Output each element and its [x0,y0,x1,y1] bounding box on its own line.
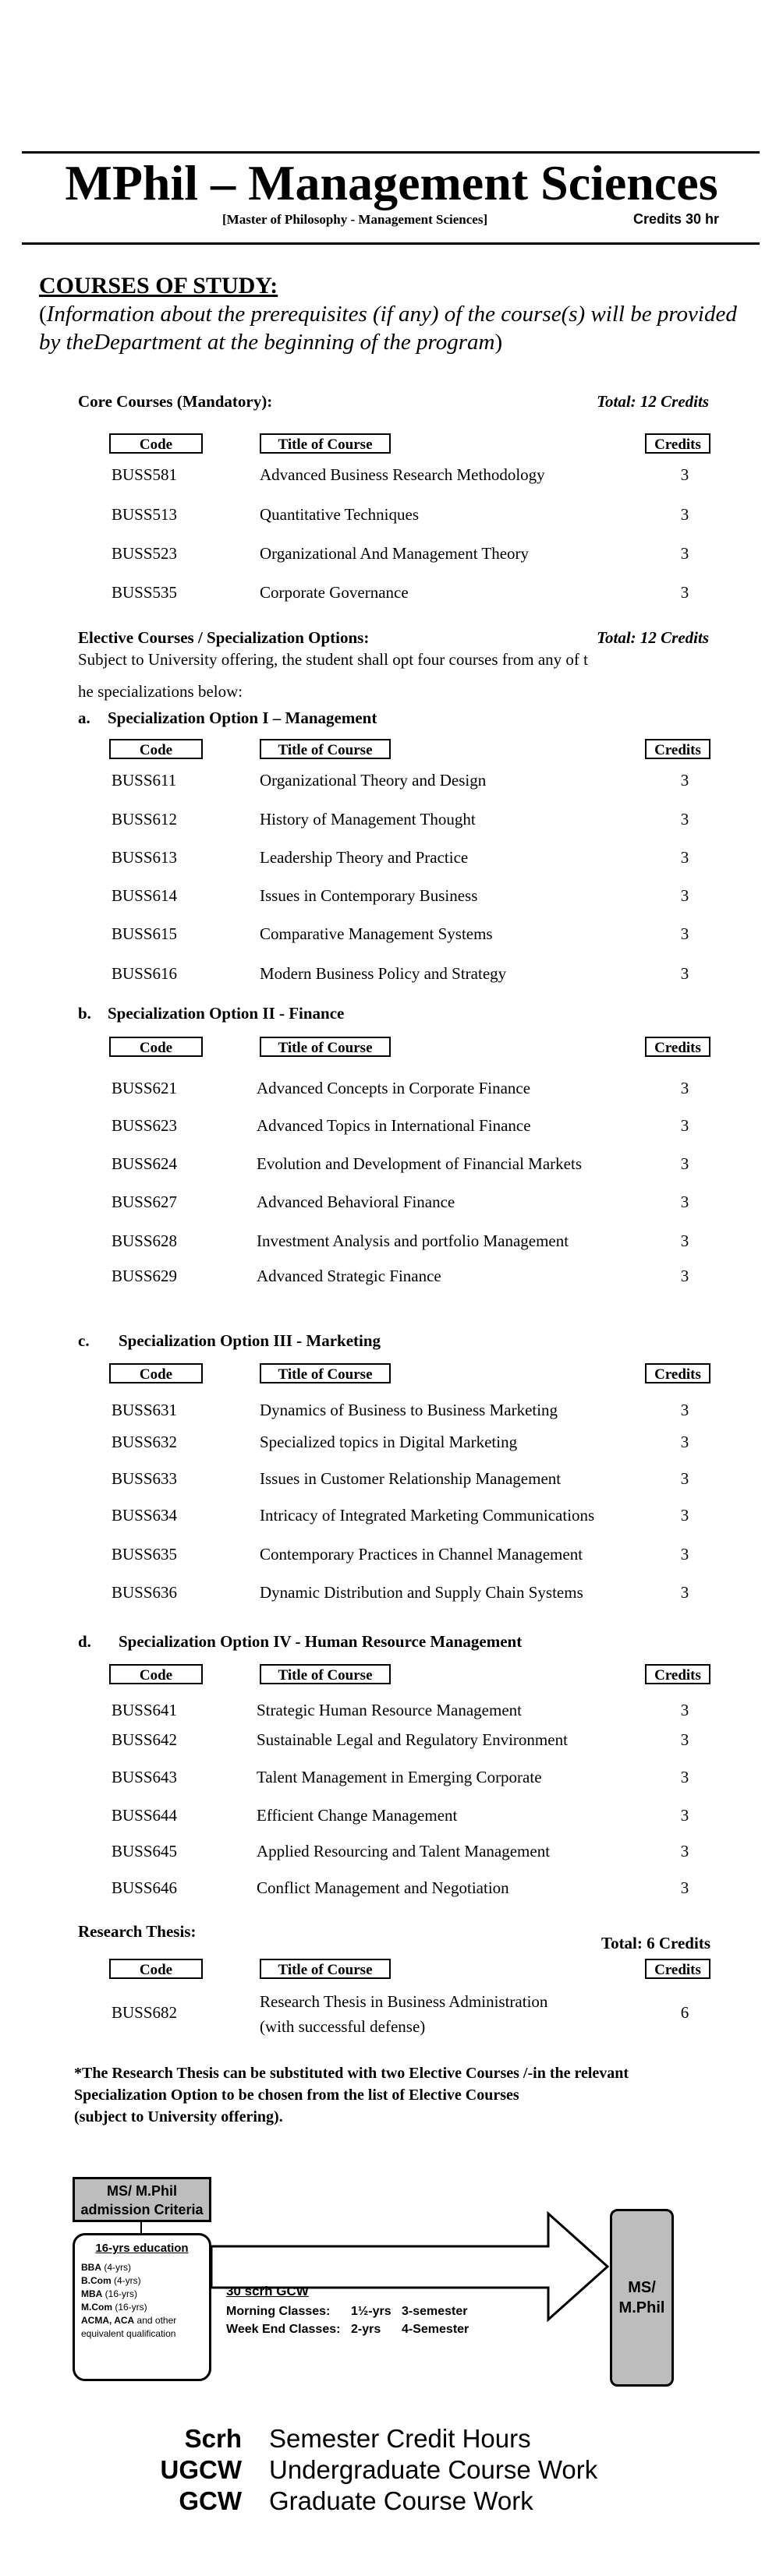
spec1-credits-header: Credits [645,739,710,759]
course-title: Dynamic Distribution and Supply Chain Systems [260,1583,583,1602]
spec1-letter: a. [78,708,90,727]
page-title: MPhil – Management Sciences [65,155,718,210]
prerequisites-info: (Information about the prerequisites (if any) of the course(s) will be provided by theDepartment at the beginning of the program) [39,302,737,355]
spec4-heading: Specialization Option IV - Human Resource Management [119,1632,523,1651]
core-code-header: Code [109,433,203,454]
legend-abbreviation: Scrh [184,2424,242,2453]
spec1-code-header: Code [109,739,203,759]
thesis-code: BUSS682 [112,2003,178,2022]
education-title: 16-yrs education [95,2242,189,2255]
course-code: BUSS523 [112,544,178,563]
course-title: Applied Resourcing and Talent Management [257,1842,551,1860]
thesis-credits: 6 [680,2003,689,2022]
course-title: Strategic Human Resource Management [257,1701,522,1719]
gcw-title: 30 scrh GCW [226,2284,309,2299]
education-item [81,2261,203,2274]
spec3-code-header: Code [109,1363,203,1383]
course-credits: 3 [680,886,689,905]
course-credits: 3 [680,1545,689,1564]
mphil-target-box: MS/ M.Phil [610,2209,674,2387]
education-item [81,2327,203,2341]
course-title: Intricacy of Integrated Marketing Communications [260,1506,595,1525]
course-code: BUSS636 [112,1583,178,1602]
course-credits: 3 [680,1231,689,1250]
weekend-classes-duration: 2-yrs [351,2323,381,2336]
education-item [81,2314,203,2327]
education-item [81,2301,203,2314]
spec3-title-header: Title of Course [260,1363,391,1383]
header-top-rule [22,151,760,154]
elective-courses-heading: Elective Courses / Specialization Options: [78,628,370,647]
legend-abbreviation: GCW [179,2486,242,2515]
spec1-title-header: Title of Course [260,739,391,759]
legend-definition: Graduate Course Work [269,2486,533,2515]
morning-classes-semesters: 3-semester [402,2305,468,2318]
course-title: Advanced Concepts in Corporate Finance [257,1079,531,1097]
education-item-detail: (4-yrs) [111,2275,141,2286]
education-item-detail: (16-yrs) [112,2302,147,2313]
courses-of-study-heading: COURSES OF STUDY: [39,273,278,299]
course-title: Organizational And Management Theory [260,544,530,563]
course-title: Sustainable Legal and Regulatory Environment [257,1730,568,1749]
course-code: BUSS581 [112,465,178,484]
criteria-connector [140,2222,142,2233]
spec4-title-header: Title of Course [260,1664,391,1684]
course-credits: 3 [680,1079,689,1097]
legend-abbreviation: UGCW [160,2455,242,2484]
course-title: Efficient Change Management [257,1806,458,1825]
thesis-substitution-note: *The Research Thesis can be substituted with two Elective Courses /-in the relevant Specialization Option to be chosen from the list of Elective Courses (subject to University offering). [74,2065,629,2125]
spec2-title-header: Title of Course [260,1037,391,1057]
core-title-header: Title of Course [260,433,391,454]
course-title: Quantitative Techniques [260,505,420,524]
education-item-degree: MBA [81,2288,103,2299]
education-list [81,2261,203,2341]
course-code: BUSS615 [112,924,178,943]
thesis-title-line1: Research Thesis in Business Administration [260,1992,548,2011]
spec4-code-header: Code [109,1664,203,1684]
course-code: BUSS641 [112,1701,178,1719]
course-code: BUSS629 [112,1267,178,1285]
education-item [81,2288,203,2301]
course-title: Comparative Management Systems [260,924,493,943]
course-title: Issues in Contemporary Business [260,886,478,905]
page-subtitle: [Master of Philosophy - Management Sciences] [222,212,488,227]
weekend-classes-label: Week End Classes: [226,2323,341,2336]
course-code: BUSS646 [112,1878,178,1897]
course-code: BUSS612 [112,810,178,829]
legend-definition: Undergraduate Course Work [269,2455,598,2484]
course-code: BUSS631 [112,1401,178,1419]
elective-total-credits: Total: 12 Credits [597,628,709,647]
course-title: Investment Analysis and portfolio Management [257,1231,569,1250]
course-credits: 3 [680,810,689,829]
course-credits: 3 [680,1701,689,1719]
legend-definition: Semester Credit Hours [269,2424,531,2453]
course-title: Leadership Theory and Practice [260,848,469,867]
spec4-credits-header: Credits [645,1664,710,1684]
education-item [81,2274,203,2288]
course-title: Organizational Theory and Design [260,771,487,790]
core-total-credits: Total: 12 Credits [597,392,709,411]
education-item-detail: (4-yrs) [101,2262,131,2273]
course-title: Advanced Strategic Finance [257,1267,441,1285]
course-credits: 3 [680,583,689,602]
course-title: Advanced Business Research Methodology [260,465,545,484]
course-credits: 3 [680,1878,689,1897]
course-code: BUSS513 [112,505,178,524]
course-code: BUSS645 [112,1842,178,1860]
course-credits: 3 [680,544,689,563]
course-title: History of Management Thought [260,810,476,829]
course-credits: 3 [680,1806,689,1825]
course-credits: 3 [680,505,689,524]
course-credits: 3 [680,1768,689,1786]
core-credits-header: Credits [645,433,710,454]
thesis-code-header: Code [109,1959,203,1979]
course-credits: 3 [680,1433,689,1451]
thesis-total-credits: Total: 6 Credits [601,1934,710,1952]
spec2-code-header: Code [109,1037,203,1057]
course-credits: 3 [680,1267,689,1285]
elective-instructions-line1: Subject to University offering, the student shall opt four courses from any of t [78,650,588,669]
course-title: Advanced Topics in International Finance [257,1116,531,1135]
course-credits: 3 [680,1730,689,1749]
thesis-credits-header: Credits [645,1959,710,1979]
education-item-detail: and other [134,2315,177,2326]
course-credits: 3 [680,1116,689,1135]
admission-criteria-box: MS/ M.Phil admission Criteria [73,2177,211,2222]
course-code: BUSS611 [112,771,177,790]
education-requirements-box [73,2233,211,2381]
course-title: Issues in Customer Relationship Management [260,1469,562,1488]
course-credits: 3 [680,771,689,790]
course-code: BUSS633 [112,1469,178,1488]
course-title: Advanced Behavioral Finance [257,1193,455,1211]
course-code: BUSS634 [112,1506,178,1525]
education-item-degree: ACMA, ACA [81,2315,135,2326]
course-title: Contemporary Practices in Channel Management [260,1545,583,1564]
spec3-credits-header: Credits [645,1363,710,1383]
course-title: Conflict Management and Negotiation [257,1878,509,1897]
spec2-letter: b. [78,1004,91,1023]
course-title: Evolution and Development of Financial Markets [257,1154,582,1173]
education-item-degree: BBA [81,2262,101,2273]
thesis-title-header: Title of Course [260,1959,391,1979]
morning-classes-duration: 1½-yrs [351,2305,392,2318]
course-code: BUSS627 [112,1193,178,1211]
spec1-heading: Specialization Option I – Management [108,708,377,727]
course-credits: 3 [680,1154,689,1173]
total-credits-label: Credits 30 hr [633,211,720,227]
education-item-degree: B.Com [81,2275,112,2286]
course-title: Talent Management in Emerging Corporate [257,1768,542,1786]
elective-instructions-line2: he specializations below: [78,682,243,701]
course-code: BUSS644 [112,1806,178,1825]
morning-classes-label: Morning Classes: [226,2305,331,2318]
education-item-degree: M.Com [81,2302,112,2313]
course-code: BUSS643 [112,1768,178,1786]
course-credits: 3 [680,1401,689,1419]
course-credits: 3 [680,1193,689,1211]
research-thesis-heading: Research Thesis: [78,1922,197,1941]
education-item-detail: (16-yrs) [102,2288,137,2299]
core-courses-heading: Core Courses (Mandatory): [78,392,273,411]
course-code: BUSS535 [112,583,178,602]
course-code: BUSS632 [112,1433,178,1451]
education-item-detail: equivalent qualification [81,2328,176,2339]
course-code: BUSS624 [112,1154,178,1173]
course-code: BUSS621 [112,1079,178,1097]
spec2-heading: Specialization Option II - Finance [108,1004,345,1023]
course-credits: 3 [680,848,689,867]
course-title: Specialized topics in Digital Marketing [260,1433,518,1451]
course-title: Modern Business Policy and Strategy [260,964,507,983]
course-title: Dynamics of Business to Business Marketing [260,1401,558,1419]
course-credits: 3 [680,964,689,983]
course-code: BUSS635 [112,1545,178,1564]
course-title: Corporate Governance [260,583,409,602]
spec3-letter: c. [78,1331,90,1350]
spec2-credits-header: Credits [645,1037,710,1057]
course-credits: 3 [680,924,689,943]
course-code: BUSS613 [112,848,178,867]
header-bottom-rule [22,242,760,245]
course-credits: 3 [680,1583,689,1602]
spec3-heading: Specialization Option III - Marketing [119,1331,381,1350]
course-credits: 3 [680,1842,689,1860]
weekend-classes-semesters: 4-Semester [402,2323,469,2336]
course-code: BUSS628 [112,1231,178,1250]
course-credits: 3 [680,1469,689,1488]
course-code: BUSS642 [112,1730,178,1749]
prerequisites-info-text: Information about the prerequisites (if any) of the course(s) will be provided by theDepartment at the beginning of the program [39,302,737,355]
course-credits: 3 [680,1506,689,1525]
thesis-title-line2: (with successful defense) [260,2017,426,2036]
course-credits: 3 [680,465,689,484]
course-code: BUSS623 [112,1116,178,1135]
spec4-letter: d. [78,1632,91,1651]
course-code: BUSS614 [112,886,178,905]
course-code: BUSS616 [112,964,178,983]
